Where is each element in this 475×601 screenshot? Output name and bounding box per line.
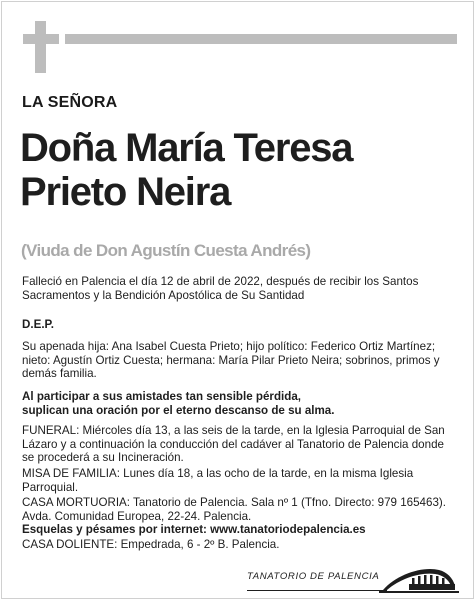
- online-condolences: Esquelas y pésames por internet: www.tanatoriodepalencia.es: [22, 523, 366, 536]
- death-notice: Falleció en Palencia el día 12 de abril de 2022, después de recibir los Santos Sacramentos y la Bendición Apostólica de Su Santidad: [22, 275, 419, 302]
- name-line-1: Doña María Teresa: [20, 126, 353, 170]
- dep-text: D.E.P.: [22, 318, 55, 331]
- family-mass-info: MISA DE FAMILIA: Lunes día 18, a las ocho de la tarde, en la misma Iglesia Parroquial.: [22, 467, 414, 494]
- brand-underline: [247, 590, 387, 591]
- mortuary-line-2: Avda. Comunidad Europea, 22-24. Palencia.: [22, 509, 252, 523]
- mortuary-info: [22, 496, 458, 523]
- mortuary-line-1: CASA MORTUORIA: Tanatorio de Palencia. Sala nº 1 (Tfno. Directo: 979 165463).: [22, 496, 446, 509]
- name-line-2: Prieto Neira: [20, 170, 231, 214]
- family-list: Su apenada hija: Ana Isabel Cuesta Prieto; hijo político: Federico Ortiz Martínez; nieto: Agustín Ortiz Cuesta; hermana: María Pilar Prieto Neira; sobrinos, primos y demás familia.: [22, 340, 440, 380]
- widow-note: (Viuda de Don Agustín Cuesta Andrés): [21, 241, 311, 260]
- funeral-home-brand: TANATORIO DE PALENCIA: [247, 571, 380, 582]
- building-dome-icon: [379, 564, 459, 594]
- deceased-name: [20, 126, 460, 214]
- obituary-notice: [1, 1, 474, 599]
- prayer-request-line-2: suplican una oración por el eterno descanso de su alma.: [22, 403, 335, 417]
- funeral-info: FUNERAL: Miércoles día 13, a las seis de la tarde, en la Iglesia Parroquial de San Lázaro y a continuación la conducción del cadáver al Tanatorio de Palencia donde se procederá a su Incineración.: [22, 424, 445, 464]
- prayer-request: [22, 390, 458, 417]
- mourning-home-info: CASA DOLIENTE: Empedrada, 6 - 2º B. Palencia.: [22, 538, 280, 551]
- cross-icon: [23, 21, 59, 73]
- prayer-request-line-1: Al participar a sus amistades tan sensible pérdida,: [22, 390, 301, 403]
- header-rule: [65, 34, 457, 44]
- honorific: LA SEÑORA: [22, 94, 118, 111]
